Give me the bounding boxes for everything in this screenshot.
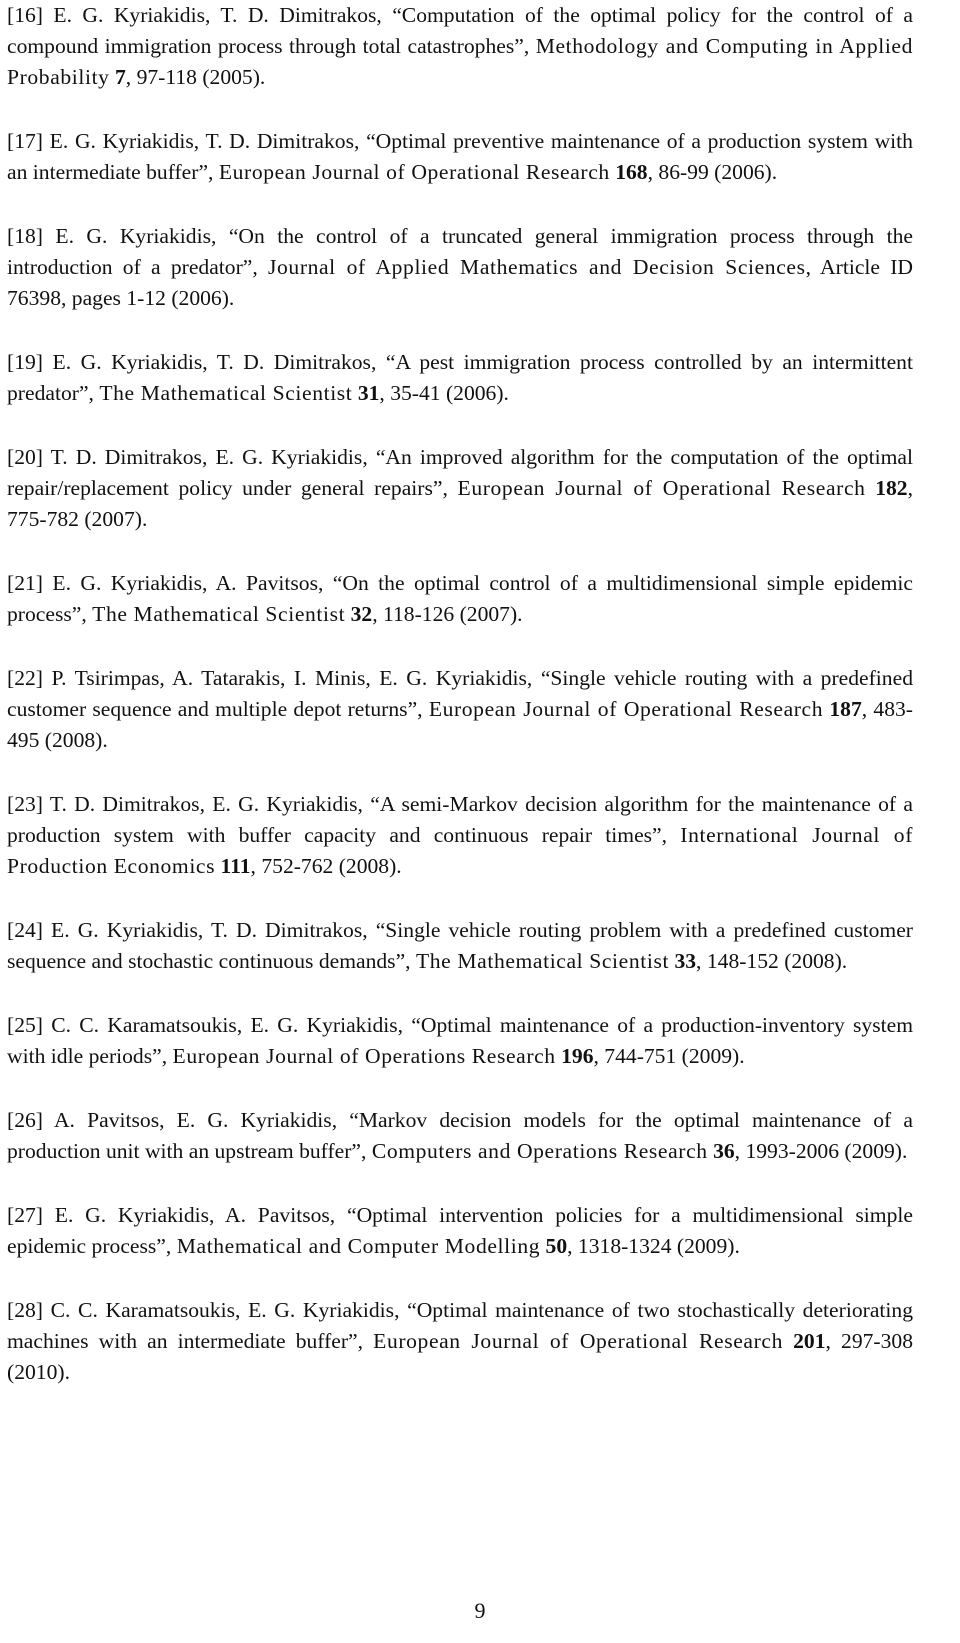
ref-number: [25] xyxy=(7,1013,43,1037)
page-number: 9 xyxy=(474,1598,486,1623)
ref-number: [24] xyxy=(7,918,43,942)
ref-authors: E. G. Kyriakidis, T. D. Dimitrakos, xyxy=(51,918,368,942)
ref-authors: T. D. Dimitrakos, E. G. Kyriakidis, xyxy=(50,445,368,469)
ref-authors: E. G. Kyriakidis, A. Pavitsos, xyxy=(52,571,324,595)
ref-volume: 201 xyxy=(793,1329,826,1353)
ref-journal: Methodology and Computing in Applied Probability xyxy=(7,34,914,89)
reference-item-16 xyxy=(7,0,913,93)
ref-number: [28] xyxy=(7,1298,43,1322)
reference-item-18 xyxy=(7,221,913,314)
ref-pages-year: , 1993-2006 (2009). xyxy=(734,1139,908,1163)
reference-list xyxy=(7,0,913,1421)
reference-item-21 xyxy=(7,568,913,630)
ref-title: “An improved algorithm for the computation of the optimal repair/replacement policy under general repairs”, xyxy=(7,445,913,500)
ref-number: [26] xyxy=(7,1108,43,1132)
ref-journal: European Journal of Operational Research xyxy=(373,1329,783,1353)
ref-pages-year: , 148-152 (2008). xyxy=(696,949,848,973)
reference-item-26 xyxy=(7,1105,913,1167)
ref-title: “A pest immigration process controlled by an intermittent predator”, xyxy=(7,350,913,405)
ref-pages-year: , Article ID 76398, pages 1-12 (2006). xyxy=(7,255,914,310)
ref-journal: The Mathematical Scientist xyxy=(92,602,346,626)
ref-title: “Computation of the optimal policy for the control of a compound immigration process through total catastrophes”, xyxy=(7,3,913,58)
ref-volume: 36 xyxy=(713,1139,735,1163)
ref-title: “Optimal preventive maintenance of a production system with an intermediate buffer”, xyxy=(7,129,913,184)
ref-authors: E. G. Kyriakidis, T. D. Dimitrakos, xyxy=(53,3,382,27)
ref-title: “On the optimal control of a multidimensional simple epidemic process”, xyxy=(7,571,913,626)
ref-volume: 32 xyxy=(350,602,373,626)
ref-volume: 168 xyxy=(615,160,648,184)
ref-number: [21] xyxy=(7,571,43,595)
ref-journal: European Journal of Operational Research xyxy=(218,160,610,184)
ref-pages-year: , 483-495 (2008). xyxy=(7,697,913,752)
ref-journal: The Mathematical Scientist xyxy=(99,381,353,405)
ref-title: “Markov decision models for the optimal maintenance of a production unit with an upstream buffer”, xyxy=(7,1108,913,1163)
ref-authors: T. D. Dimitrakos, E. G. Kyriakidis, xyxy=(49,792,363,816)
ref-authors: E. G. Kyriakidis, A. Pavitsos, xyxy=(54,1203,336,1227)
ref-volume: 33 xyxy=(674,949,697,973)
ref-authors: C. C. Karamatsoukis, E. G. Kyriakidis, xyxy=(50,1298,400,1322)
reference-item-22 xyxy=(7,663,913,756)
ref-journal: The Mathematical Scientist xyxy=(415,949,670,973)
ref-journal: European Journal of Operational Research xyxy=(457,476,866,500)
ref-number: [23] xyxy=(7,792,43,816)
ref-volume: 196 xyxy=(561,1044,594,1068)
reference-item-20 xyxy=(7,442,913,535)
ref-pages-year: , 118-126 (2007). xyxy=(372,602,523,626)
reference-item-17 xyxy=(7,126,913,188)
ref-title: “Optimal maintenance of a production-inventory system with idle periods”, xyxy=(7,1013,913,1068)
ref-authors: E. G. Kyriakidis, T. D. Dimitrakos, xyxy=(49,129,360,153)
ref-number: [17] xyxy=(7,129,43,153)
ref-authors: E. G. Kyriakidis, T. D. Dimitrakos, xyxy=(52,350,377,374)
reference-item-28 xyxy=(7,1295,913,1388)
reference-item-25 xyxy=(7,1010,913,1072)
ref-authors: A. Pavitsos, E. G. Kyriakidis, xyxy=(53,1108,338,1132)
ref-pages-year: , 752-762 (2008). xyxy=(250,854,402,878)
ref-authors: E. G. Kyriakidis, xyxy=(55,224,217,248)
ref-title: “A semi-Markov decision algorithm for the maintenance of a production system with buffer capacity and continuous repair times”, xyxy=(7,792,913,847)
ref-pages-year: , 97-118 (2005). xyxy=(125,65,266,89)
ref-volume: 50 xyxy=(545,1234,568,1258)
ref-title: “Optimal maintenance of two stochastically deteriorating machines with an intermediate buffer”, xyxy=(7,1298,913,1353)
ref-number: [27] xyxy=(7,1203,43,1227)
ref-volume: 111 xyxy=(220,854,251,878)
ref-pages-year: , 35-41 (2006). xyxy=(379,381,509,405)
ref-pages-year: , 1318-1324 (2009). xyxy=(567,1234,740,1258)
ref-number: [19] xyxy=(7,350,43,374)
ref-pages-year: , 86-99 (2006). xyxy=(647,160,778,184)
ref-journal: Journal of Applied Mathematics and Decision Sciences xyxy=(268,255,806,279)
ref-title: “Optimal intervention policies for a multidimensional simple epidemic process”, xyxy=(7,1203,913,1258)
ref-authors: P. Tsirimpas, A. Tatarakis, I. Minis, E. G. Kyriakidis, xyxy=(51,666,533,690)
ref-pages-year: , 775-782 (2007). xyxy=(7,476,913,531)
ref-volume: 187 xyxy=(829,697,862,721)
ref-journal: Computers and Operations Research xyxy=(371,1139,708,1163)
ref-volume: 7 xyxy=(114,65,126,89)
reference-item-23 xyxy=(7,789,913,882)
ref-number: [18] xyxy=(7,224,43,248)
ref-number: [16] xyxy=(7,3,43,27)
ref-title: “Single vehicle routing with a predefined customer sequence and multiple depot returns”, xyxy=(7,666,913,721)
ref-title: “Single vehicle routing problem with a predefined customer sequence and stochastic continuous demands”, xyxy=(7,918,913,973)
ref-journal: European Journal of Operations Research xyxy=(172,1044,556,1068)
reference-item-24 xyxy=(7,915,913,977)
ref-pages-year: , 297-308 (2010). xyxy=(7,1329,914,1384)
ref-journal: European Journal of Operational Research xyxy=(428,697,824,721)
ref-volume: 182 xyxy=(875,476,908,500)
ref-title: “On the control of a truncated general immigration process through the introduction of a predator”, xyxy=(7,224,913,279)
ref-authors: C. C. Karamatsoukis, E. G. Kyriakidis, xyxy=(51,1013,404,1037)
ref-journal: International Journal of Production Economics xyxy=(7,823,913,878)
ref-volume: 31 xyxy=(357,381,380,405)
ref-pages-year: , 744-751 (2009). xyxy=(593,1044,745,1068)
ref-journal: Mathematical and Computer Modelling xyxy=(176,1234,541,1258)
ref-number: [20] xyxy=(7,445,43,469)
reference-item-27 xyxy=(7,1200,913,1262)
reference-item-19 xyxy=(7,347,913,409)
ref-number: [22] xyxy=(7,666,43,690)
